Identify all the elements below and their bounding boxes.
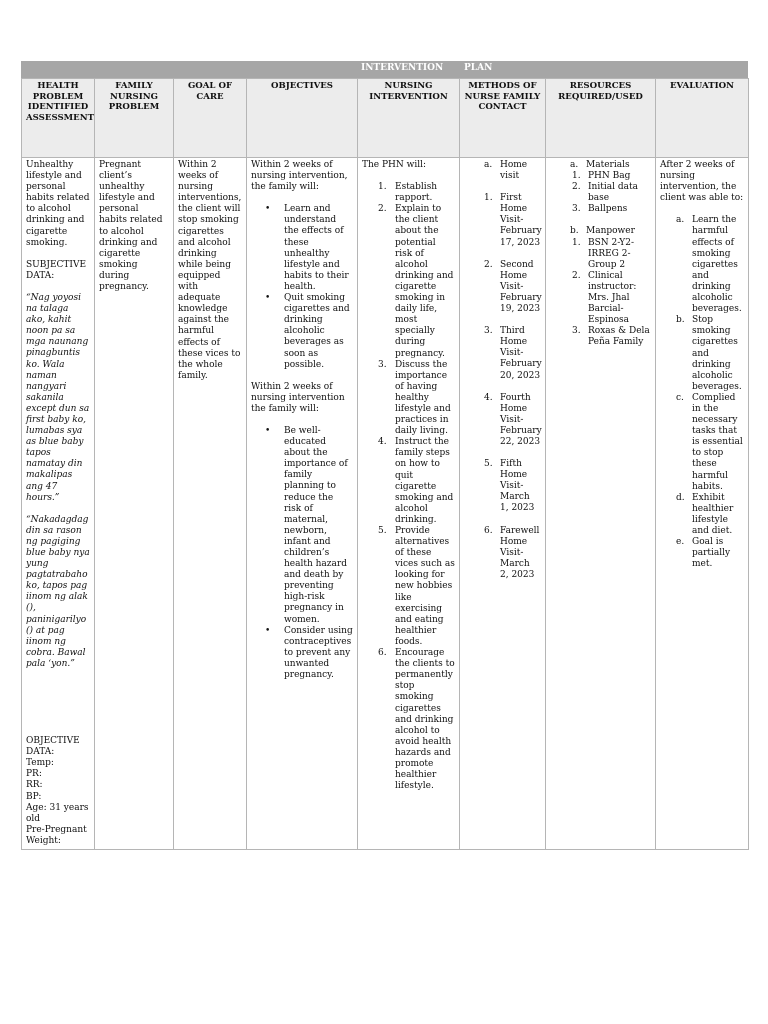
goal-text: Within 2 weeks of nursing interventions, the client will stop smoking cigarettes and alcohol drinking while being equipped with adequate knowledge against the harmful effects of these vices to the whole family. [178, 160, 242, 381]
family-problem-cell [95, 158, 174, 850]
intervention-item: 2. Explain to the client about the potential risk of alcohol drinking and cigarette smoking in daily life, most specially during pregnancy. [378, 204, 454, 359]
material-item-text: Initial data base [588, 182, 638, 204]
materials-marker: a. [570, 160, 579, 170]
visit-item: 6. Farewell Home Visit- March 2, 2023 [484, 525, 540, 580]
evaluation-item-text: Goal is partially met. [692, 537, 731, 570]
goal-cell [174, 158, 247, 850]
objective-bp: BP: [26, 791, 42, 802]
objective-pr: PR: [26, 769, 42, 780]
subjective-label: SUBJECTIVE DATA: [26, 259, 87, 281]
material-item: 2. Initial data base [572, 182, 638, 204]
materials-list [550, 171, 651, 215]
manpower-item-text: Clinical instructor: Mrs. Jhal Barcial-Espinosa [588, 270, 637, 326]
intervention-cell [358, 158, 460, 850]
title-bar [21, 61, 748, 78]
material-item-text: Ballpens [588, 204, 628, 215]
resources-materials [550, 160, 651, 171]
intervention-item: 3. Discuss the importance of having healthy lifestyle and practices in daily living. [378, 359, 451, 437]
header-methods: METHODS OF NURSE FAMILY CONTACT [460, 79, 546, 158]
material-item: 1. PHN Bag [572, 171, 631, 182]
methods-cell [460, 158, 546, 850]
material-item-text: PHN Bag [588, 171, 631, 182]
intervention-item-text: Encourage the clients to permanently stop smoking cigarettes and drinking alcohol to avoid health hazards and promote healthier lifestyle. [395, 648, 455, 792]
method-home-visit-text: Home visit [500, 160, 528, 182]
intervention-item-text: Explain to the client about the potential risk of alcohol drinking and cigarette smoking in daily life, most specially during pregnancy. [395, 204, 454, 359]
evaluation-marker: b. [676, 315, 685, 326]
intervention-item-text: Provide alternatives of these vices such as looking for new hobbies like exercising and eating healthier foods. [395, 526, 455, 647]
objective-item: • Learn and understand the effects of these unhealthy lifestyle and habits to their health. [251, 204, 353, 293]
objectives-intro-2: Within 2 weeks of nursing intervention the family will: [251, 381, 345, 414]
evaluation-intro: After 2 weeks of nursing intervention, the client was able to: [660, 160, 744, 204]
objectives-list-1 [251, 204, 353, 370]
objective-label: OBJECTIVE DATA: [26, 736, 80, 758]
objective-item: • Quit smoking cigarettes and drinking alcoholic beverages as soon as possible. [251, 293, 353, 371]
evaluation-item-text: Learn the harmful effects of smoking cigarettes and drinking alcoholic beverages. [692, 215, 742, 315]
method-marker: a. [484, 160, 493, 170]
evaluation-marker: e. [676, 537, 685, 548]
intervention-list [362, 182, 455, 792]
visit-item-text: Farewell Home Visit- March 2, 2023 [500, 525, 540, 580]
manpower-item-text: BSN 2-Y2-IRREG 2-Group 2 [588, 237, 635, 270]
materials-label: Materials [586, 160, 630, 170]
header-resources: RESOURCES REQUIRED/USED [546, 79, 656, 158]
objective-age: Age: 31 years old [26, 802, 89, 824]
evaluation-item-text: Complied in the necessary tasks that is essential to stop these harmful habits. [692, 392, 743, 492]
intervention-item-text: Discuss the importance of having healthy lifestyle and practices in daily living. [395, 359, 451, 437]
header-objectives: OBJECTIVES [247, 79, 358, 158]
material-item: 3. Ballpens [572, 204, 628, 215]
intervention-plan-document [21, 61, 748, 850]
evaluation-item [660, 393, 744, 493]
objective-temp: Temp: [26, 758, 54, 769]
evaluation-item [660, 537, 744, 570]
header-family-problem: FAMILY NURSING PROBLEM [95, 79, 174, 158]
methods-list [464, 160, 541, 581]
manpower-item [550, 271, 651, 326]
evaluation-marker: c. [676, 392, 684, 403]
evaluation-item [660, 315, 744, 393]
visit-item: 3. Third Home Visit- February 20, 2023 [484, 326, 542, 381]
evaluation-item-text: Stop smoking cigarettes and drinking alcoholic beverages. [692, 315, 742, 392]
objective-weight: Pre-Pregnant Weight: [26, 824, 87, 846]
evaluation-item [660, 215, 744, 315]
objectives-cell [247, 158, 358, 850]
evaluation-item-text: Exhibit healthier lifestyle and diet. [692, 492, 734, 536]
objectives-list-2 [251, 426, 353, 681]
manpower-marker: b. [570, 226, 579, 237]
visit-item-text: First Home Visit- February 17, 2023 [500, 193, 542, 248]
intervention-intro: The PHN will: [362, 160, 426, 170]
resources-manpower [550, 226, 651, 237]
assessment-cell [22, 158, 95, 850]
intervention-item-text: Instruct the family steps on how to quit cigarette smoking and alcohol drinking. [395, 437, 454, 525]
visit-item-text: Fourth Home Visit- February 22, 2023 [500, 392, 542, 447]
evaluation-item [660, 493, 744, 537]
title-left: INTERVENTION [361, 63, 444, 73]
subjective-quote-1: “Nag yoyosi na talaga ako, kahit noon pa sa mga naunang pinagbuntis ko. Wala naman nangyari sakanila except dun sa first baby ko, lumabas sya as blue baby tapos namatay din makalipas ang 47 hours.” [26, 292, 90, 503]
visit-item: 4. Fourth Home Visit- February 22, 2023 [484, 392, 542, 447]
header-row [22, 79, 749, 158]
evaluation-cell [656, 158, 749, 850]
header-assessment: HEALTH PROBLEM IDENTIFIED ASSESSMENT [22, 79, 95, 158]
intervention-item: 4. Instruct the family steps on how to quit cigarette smoking and alcohol drinking. [378, 437, 454, 525]
resources-cell [546, 158, 656, 850]
objective-item: • Consider using contraceptives to prevent any unwanted pregnancy. [251, 626, 353, 681]
intervention-plan-table [21, 78, 749, 850]
manpower-num: 2. [572, 270, 581, 281]
subjective-quote-2: “Nakadagdag din sa rason ng pagiging blue baby nya yung pagtatrabaho ko, tapos pag iinom ng alak (), paninigarilyo () at pag iinom ng cobra. Bawal pala ‘yon.” [26, 514, 90, 669]
assessment-intro: Unhealthy lifestyle and personal habits related to alcohol drinking and cigarette smoking. [26, 160, 90, 248]
manpower-label: Manpower [586, 226, 635, 237]
manpower-num: 3. [572, 326, 581, 337]
objectives-intro-1: Within 2 weeks of nursing intervention, the family will: [251, 160, 348, 193]
objective-rr: RR: [26, 780, 43, 791]
title-right: PLAN [464, 63, 493, 73]
visit-item-text: Fifth Home Visit- March 1, 2023 [500, 459, 535, 514]
visit-item: 1. First Home Visit- February 17, 2023 [484, 193, 542, 248]
header-evaluation: EVALUATION [656, 79, 749, 158]
family-problem-text: Pregnant client’s unhealthy lifestyle and personal habits related to alcohol drinking and cigarette smoking during pregnancy. [99, 160, 163, 293]
intervention-item: 6. Encourage the clients to permanently stop smoking cigarettes and drinking alcohol to avoid health hazards and promote healthier lifestyle. [378, 648, 455, 792]
manpower-list [550, 238, 651, 349]
method-home-visit [464, 160, 541, 182]
visit-item-text: Third Home Visit- February 20, 2023 [500, 326, 542, 381]
objective-item: • Be well-educated about the importance of family planning to reduce the risk of maternal, newborn, infant and children’s health hazard and death by preventing high-risk pregnancy in women. [251, 426, 353, 626]
visit-item: 5. Fifth Home Visit- March 1, 2023 [484, 459, 535, 514]
manpower-item [550, 238, 651, 271]
intervention-item: 5. Provide alternatives of these vices such as looking for new hobbies like exercising and eating healthier foods. [378, 526, 455, 647]
evaluation-list [660, 215, 744, 570]
content-row [22, 158, 749, 850]
manpower-item-text: Roxas & Dela Peña Family [588, 326, 650, 348]
header-intervention: NURSING INTERVENTION [358, 79, 460, 158]
intervention-item: 1. Establish rapport. [378, 182, 438, 204]
manpower-num: 1. [572, 237, 581, 248]
evaluation-marker: a. [676, 215, 685, 226]
visit-item-text: Second Home Visit- February 19, 2023 [500, 259, 542, 315]
intervention-item-text: Establish rapport. [395, 182, 438, 204]
manpower-item [550, 326, 651, 348]
header-goal: GOAL OF CARE [174, 79, 247, 158]
visit-item: 2. Second Home Visit- February 19, 2023 [484, 259, 542, 315]
evaluation-marker: d. [676, 492, 685, 503]
